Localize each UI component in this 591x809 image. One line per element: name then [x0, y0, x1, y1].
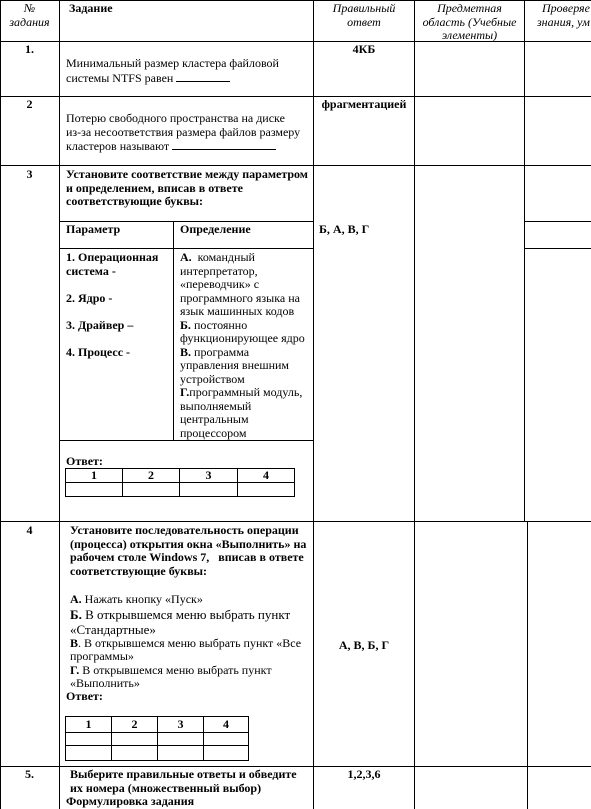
- task-intro: [66, 168, 308, 209]
- definition-letter: Г.: [180, 385, 190, 399]
- answer-label: Ответ:: [66, 454, 103, 468]
- answer-grid-number: 4: [263, 468, 269, 482]
- task-line: Минимальный размер кластера файловой: [66, 56, 279, 70]
- column-header-parameter: Параметр: [66, 222, 121, 236]
- col-border: [524, 0, 525, 521]
- definition-line: центральным: [180, 412, 249, 426]
- answer-cell[interactable]: [66, 483, 122, 496]
- row-number: 5.: [25, 767, 34, 781]
- task-line: Выберите правильные ответы и обведите: [70, 767, 297, 781]
- answer-grid-number: 2: [148, 468, 154, 482]
- definition-item: [180, 346, 305, 360]
- header-text: задания: [9, 14, 50, 29]
- row-number: 3: [26, 167, 33, 181]
- task-line: и определением, вписав в ответе: [66, 180, 243, 195]
- task-line-text: системы NTFS равен: [66, 70, 174, 85]
- task-line: Установите соответствие между параметром: [66, 167, 308, 181]
- option-line: В открывшемся меню выбрать пункт: [81, 606, 291, 622]
- task-intro: [70, 768, 297, 795]
- correct-answer: 4КБ: [352, 42, 376, 56]
- answer-grid-number: 1: [85, 717, 92, 731]
- definition-item: [180, 386, 305, 400]
- answer-grid-number: 1: [91, 468, 97, 482]
- inner-table-border: [59, 440, 313, 441]
- answer-cell[interactable]: [112, 746, 157, 760]
- row-border: [0, 521, 591, 522]
- header-number: [0, 2, 59, 29]
- task-line: [66, 71, 279, 86]
- answer-cell[interactable]: [204, 733, 248, 745]
- answer-cell[interactable]: [66, 746, 111, 760]
- answer-cell[interactable]: [123, 483, 179, 496]
- header-text: Правильный: [332, 1, 396, 15]
- sequence-option: [70, 593, 301, 607]
- sequence-option: [70, 637, 301, 651]
- answer-cell[interactable]: [112, 733, 157, 745]
- header-subject: [415, 2, 524, 43]
- definition-line: язык машинных кодов: [180, 304, 295, 318]
- task-line-text: кластеров называют: [66, 139, 170, 153]
- answer-grid-number: 3: [205, 468, 212, 482]
- option-line: «Выполнить»: [70, 676, 140, 690]
- header-text: №: [23, 1, 36, 15]
- task-footer: Формулировка задания: [66, 794, 195, 808]
- row-number: 1.: [25, 42, 34, 56]
- parameter-item: система -: [66, 263, 116, 278]
- header-answer: [314, 2, 414, 29]
- option-line: В открывшемся меню выбрать пункт: [79, 662, 272, 677]
- task-line: рабочем столе Windows 7, вписав в ответе: [70, 550, 304, 564]
- definition-line: выполняемый: [180, 398, 252, 413]
- header-text: ответ: [347, 14, 381, 29]
- answer-grid-number: 4: [223, 717, 229, 731]
- col-border: [527, 521, 528, 809]
- definition-line: устройством: [180, 371, 245, 386]
- option-line: программы»: [70, 649, 134, 663]
- option-letter: А.: [70, 592, 82, 606]
- task-text: [66, 112, 300, 154]
- definition-item: [180, 319, 305, 333]
- answer-cell[interactable]: [158, 733, 203, 745]
- task-line: их номера (множественный выбор): [70, 780, 262, 795]
- parameter-item: 2. Ядро -: [66, 290, 113, 305]
- definition-item: [180, 251, 305, 265]
- parameter-item: 4. Процесс -: [66, 344, 131, 359]
- option-line: «Стандартные»: [70, 621, 156, 637]
- task-line: Установите последовательность операции: [70, 523, 299, 537]
- sequence-option: [70, 664, 301, 678]
- col-border: [414, 0, 415, 809]
- correct-answer: А, В, Б, Г: [338, 638, 390, 652]
- sequence-options: [70, 593, 301, 691]
- definition-letter: Б.: [180, 317, 191, 332]
- definition-line: программного языка на: [180, 290, 300, 305]
- option-letter: Г.: [70, 662, 80, 677]
- header-task: Задание: [69, 1, 113, 15]
- row-border: [524, 248, 591, 249]
- answer-cell[interactable]: [204, 746, 248, 760]
- row-number: 2: [26, 97, 33, 111]
- parameter-item: 1. Операционная: [66, 250, 159, 264]
- task-intro: [70, 524, 306, 578]
- option-line: Нажать кнопку «Пуск»: [81, 592, 203, 606]
- task-line: из-за несоответствия размера файлов размеру: [66, 124, 301, 139]
- task-text: [66, 57, 279, 85]
- answer-grid-line: [248, 716, 249, 761]
- col-border: [0, 0, 1, 809]
- column-header-definition: Определение: [180, 222, 251, 236]
- answer-cell[interactable]: [158, 746, 203, 760]
- task-line: Потерю свободного пространства на диске: [66, 111, 285, 125]
- answer-grid-number: 3: [177, 717, 184, 731]
- answer-cell[interactable]: [180, 483, 237, 496]
- option-letter: В: [70, 635, 79, 650]
- row-border: [0, 96, 591, 97]
- answer-cell[interactable]: [66, 733, 111, 745]
- answer-grid-line: [65, 496, 295, 497]
- option-line: . В открывшемся меню выбрать пункт «Все: [78, 635, 302, 650]
- definition-line: процессором: [180, 425, 247, 440]
- definition-line: постоянно: [190, 317, 248, 332]
- header-text: элементы): [441, 28, 498, 42]
- correct-answer: 1,2,3,6: [347, 767, 381, 781]
- definition-list: [180, 251, 305, 440]
- inner-table-border: [59, 248, 313, 249]
- definition-letter: В.: [180, 344, 192, 359]
- correct-answer: Б, А, В, Г: [319, 222, 370, 236]
- definition-line: функционирующее ядро: [180, 331, 305, 345]
- answer-label: Ответ:: [66, 689, 103, 703]
- answer-cell[interactable]: [238, 483, 294, 496]
- definition-line: управления внешним: [180, 358, 290, 372]
- definition-line: программа: [191, 344, 250, 359]
- definition-line: интерпретатор,: [180, 263, 258, 278]
- correct-answer: фрагментацией: [321, 97, 407, 111]
- definition-line: командный: [191, 250, 255, 264]
- task-line: (процесса) открытия окна «Выполнить» на: [70, 536, 307, 551]
- header-text: Предметная: [437, 1, 502, 15]
- row-border: [524, 221, 591, 222]
- option-letter: Б.: [70, 606, 82, 622]
- parameter-item: 3. Драйвер –: [66, 317, 134, 332]
- answer-grid-line: [294, 468, 295, 497]
- task-line: [66, 139, 300, 154]
- inner-table-border: [173, 221, 174, 440]
- answer-grid-number: 2: [131, 717, 138, 731]
- header-skills: [537, 1, 590, 29]
- definition-line: программный модуль,: [189, 385, 303, 399]
- definition-letter: А.: [180, 250, 192, 264]
- row-number: 4: [26, 523, 33, 537]
- parameter-list: [66, 251, 158, 359]
- task-line: соответствующие буквы:: [70, 563, 208, 578]
- col-border: [313, 0, 314, 809]
- header-text: Проверяе: [542, 1, 590, 15]
- definition-line: «переводчик» с: [180, 277, 260, 291]
- header-text: знания, ум: [537, 14, 590, 29]
- answer-blank[interactable]: [172, 139, 276, 150]
- answer-blank[interactable]: [176, 71, 230, 82]
- header-text: область (Учебные: [422, 14, 517, 29]
- row-border: [0, 165, 591, 166]
- task-line: соответствующие буквы:: [66, 194, 204, 208]
- sequence-option: [70, 607, 301, 622]
- col-border: [59, 0, 60, 809]
